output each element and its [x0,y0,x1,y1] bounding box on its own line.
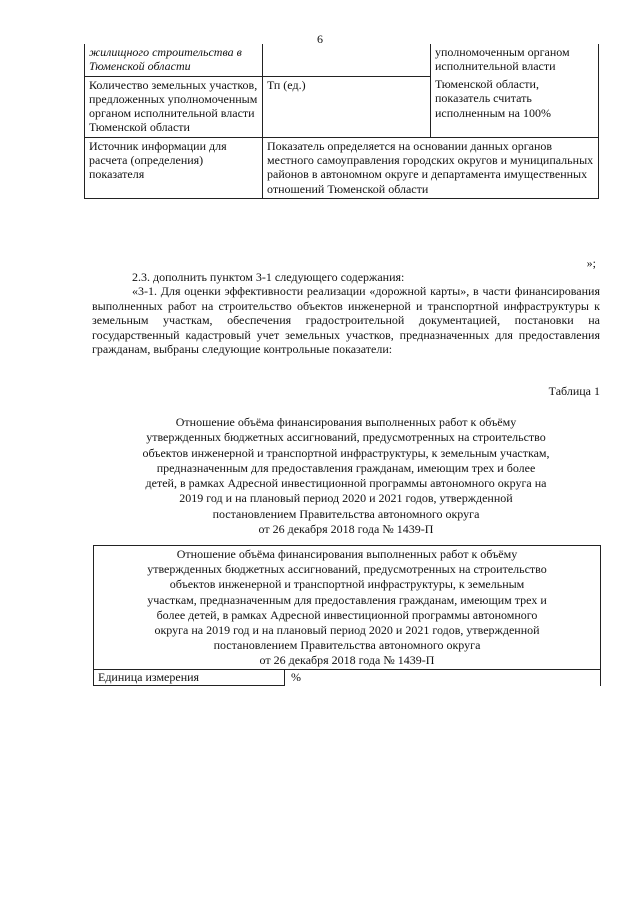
unit-value: % [291,669,301,684]
table-cell: Источник информации для расчета (определения) показателя [85,137,263,198]
title-line: Отношение объёма финансирования выполненных работ к объёму [175,415,517,429]
box-title-line: участкам, предназначенным для предоставления гражданам, имеющим трех и [147,592,547,607]
paragraph: 2.3. дополнить пунктом 3-1 следующего содержания: [132,270,405,284]
title-line: утвержденных бюджетных ассигнований, предусмотренных на строительство [146,430,546,445]
unit-row [94,669,600,686]
table-cell: уполномоченным органом исполнительной власти [431,44,599,76]
title-line: детей, в рамках Адресной инвестиционной программы автономного округа на [145,476,547,491]
table-cell: Тюменской области, показатель считать исполненным на 100% [431,76,599,137]
box-title-line: Отношение объёма финансирования выполненных работ к объёму [176,547,518,561]
title-line: объектов инженерной и транспортной инфраструктуры, к земельным участкам, [142,445,550,460]
box-title-line: утвержденных бюджетных ассигнований, предусмотренных на строительство [147,562,547,577]
page-number: 6 [317,32,323,46]
title-line: предназначенным для предоставления гражданам, имеющим трех и более [156,460,536,475]
box-title-line: от 26 декабря 2018 года № 1439-П [259,653,435,668]
paragraph: «3-1. Для оценки эффективности реализации «дорожной карты», в части финансирования выполненных работ на строительство объектов инженерной и транспортной инфраструктуры к земельным участкам, обеспечения градостроительной документацией, постановки на государственный кадастровый учет земельных участков, предназначенных для предоставления гражданам, выбраны следующие контрольные показатели: [92,284,600,357]
indicator-box [93,545,601,686]
table-label: Таблица 1 [548,384,600,398]
title-line: постановлением Правительства автономного округа [212,506,480,521]
table-cell: жилищного строительства в Тюменской области [85,44,263,76]
unit-label: Единица измерения [94,670,285,686]
table-cell [263,44,431,76]
box-title-line: округа на 2019 год и на плановый период 2020 и 2021 годов, утвержденной [154,623,540,638]
table-row [85,137,599,198]
box-title-line: объектов инженерной и транспортной инфраструктуры, к земельным [169,577,525,592]
box-title [94,546,600,669]
table-cell: Показатель определяется на основании данных органов местного самоуправления городских округов и муниципальных районов в автономном округе и департамента имущественных отношений Тюменской области [263,137,599,198]
section-title [92,415,600,537]
table-cell: Количество земельных участков, предложенных уполномоченным органом исполнительной власти Тюменской области [85,76,263,137]
table-row [85,44,599,76]
box-title-line: постановлением Правительства автономного округа [213,638,481,653]
box-title-line: более детей, в рамках Адресной инвестиционной программы автономного [156,607,538,622]
table-cell: Тп (ед.) [263,76,431,137]
table-row [85,76,599,137]
indicator-table [84,44,599,199]
title-line: 2019 год и на плановый период 2020 и 2021 годов, утвержденной [179,491,513,506]
quote-end: »; [586,256,596,270]
title-line: от 26 декабря 2018 года № 1439-П [258,522,434,537]
